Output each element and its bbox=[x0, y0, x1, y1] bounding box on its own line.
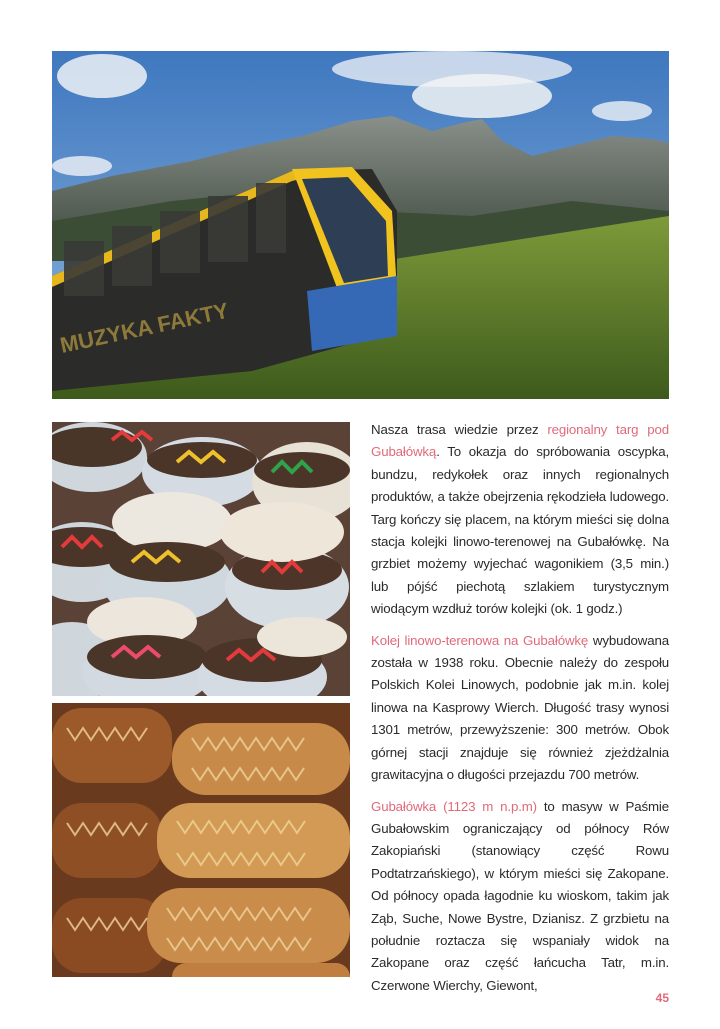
article-text bbox=[371, 419, 669, 1006]
highlight-market: regionalny targ pod Gubałówką bbox=[371, 422, 669, 460]
highlight-funicular: Kolej linowo-terenowa na Gubałówkę bbox=[371, 632, 589, 648]
paragraph-funicular-body: wybudowana została w 1938 roku. Obecnie należy do zespołu Polskich Kolei Linowych, podobnie jak m.in. kolej linowa na Kasprowy Wierch. Długość trasy wynosi 1301 metrów, przewyższenie: 300 metrów. Obok górnej stacji znajduje się również zjeżdżalnia grawitacyjna o długości przejazdu 700 metrów. bbox=[371, 632, 669, 783]
highlight-gubalowka: Gubałówka (1123 m n.p.m) bbox=[371, 798, 537, 814]
photo-funicular-train bbox=[52, 51, 669, 399]
paragraph-market-body: . To okazja do spróbowania oscypka, bundzu, redykołek oraz innych regionalnych produktów, a także obejrzenia rękodzieła ludowego. Targ kończy się placem, na którym mieści się dolna stacja kolejki linowo-terenowej na Gubałówkę. Na grzbiet możemy wyjechać wagonikiem (3,5 min.) lub pójść piechotą szlakiem turystycznym wiodącym wzdłuż torów kolejki (ok. 1 godz.) bbox=[371, 444, 669, 617]
paragraph-funicular bbox=[371, 630, 669, 787]
photo-oscypek-cheese bbox=[52, 703, 350, 977]
paragraph-market-intro: Nasza trasa wiedzie przez bbox=[371, 422, 548, 437]
bus-side-text: MUZYKA FAKTY bbox=[57, 297, 231, 358]
paragraph-gubalowka-body: to masyw w Paśmie Gubałowskim ograniczający od północy Rów Zakopiański (stanowiący część Rowu Podtatrzańskiego), w którym mieści się Zakopane. Od północy opada łagodnie ku wioskom, takim jak Ząb, Suche, Nowe Bystre, Dzianisz. Z grzbietu na południe roztacza się wspaniały widok na Zakopane oraz część łańcucha Tatr, m.in. Czerwone Wierchy, Giewont, bbox=[371, 798, 669, 993]
paragraph-market bbox=[371, 419, 669, 621]
page-number: 45 bbox=[655, 991, 669, 1005]
photo-highland-slippers bbox=[52, 422, 350, 696]
paragraph-gubalowka bbox=[371, 796, 669, 998]
